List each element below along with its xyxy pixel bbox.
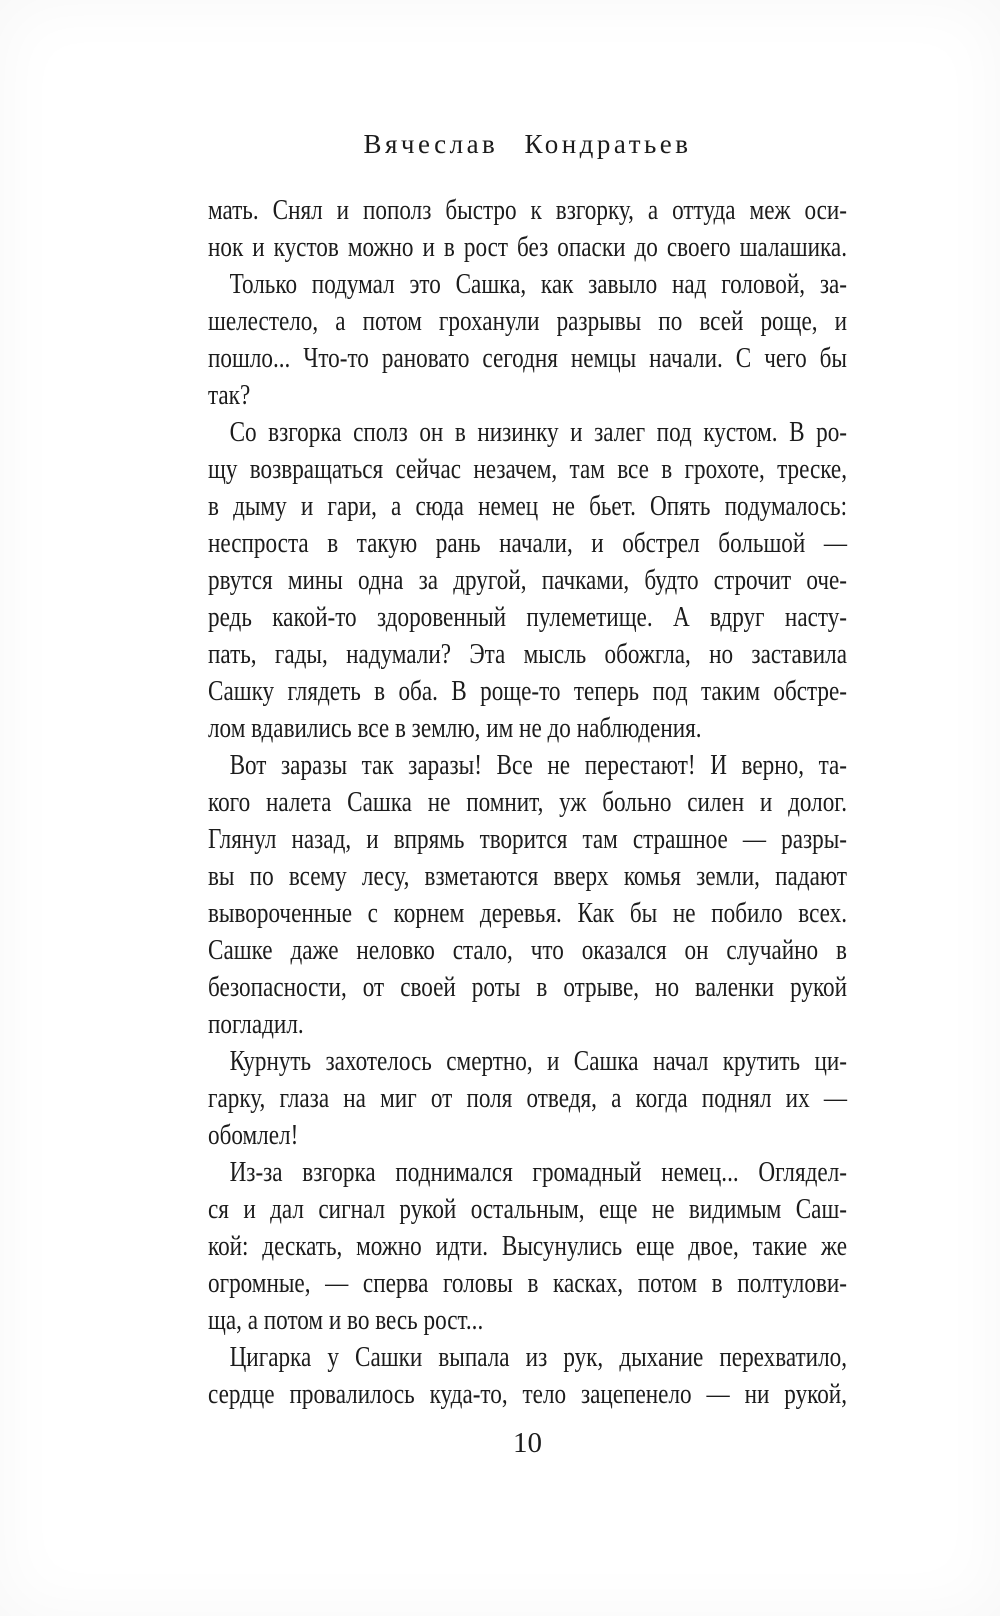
text-line-content: пать, гады, надумали? Эта мысль обожгла, но заставила bbox=[208, 638, 847, 670]
text-line-content: рвутся мины одна за другой, пачками, будто строчит оче- bbox=[208, 564, 847, 596]
text-line bbox=[208, 710, 847, 747]
text-line bbox=[208, 1080, 847, 1117]
text-line-content: кого налета Сашка не помнит, уж больно силен и долог. bbox=[208, 786, 847, 818]
text-line bbox=[208, 229, 847, 266]
text-line-content: Только подумал это Сашка, как завыло над головой, за- bbox=[229, 268, 847, 300]
text-line bbox=[208, 525, 847, 562]
text-line-content: кой: дескать, можно идти. Высунулись еще двое, такие же bbox=[208, 1230, 847, 1262]
text-line-content: огромные, — сперва головы в касках, потом в полтулови- bbox=[208, 1267, 847, 1299]
running-header: Вячеслав Кондратьев bbox=[363, 129, 692, 159]
text-line-content: Вот заразы так заразы! Все не перестают! И верно, та- bbox=[229, 749, 847, 781]
text-line bbox=[208, 1302, 847, 1339]
text-line bbox=[208, 858, 847, 895]
text-line bbox=[208, 414, 847, 451]
text-line-content: Глянул назад, и впрямь творится там страшное — разры- bbox=[208, 823, 847, 855]
text-line bbox=[208, 488, 847, 525]
text-line bbox=[208, 1154, 847, 1191]
text-line bbox=[208, 451, 847, 488]
text-line-content: пошло... Что-то рановато сегодня немцы начали. С чего бы bbox=[208, 342, 847, 374]
text-line bbox=[208, 377, 847, 414]
text-line bbox=[208, 562, 847, 599]
text-line bbox=[208, 599, 847, 636]
text-line bbox=[208, 673, 847, 710]
text-line bbox=[208, 1043, 847, 1080]
text-line bbox=[208, 1117, 847, 1154]
text-line-content: Сашке даже неловко стало, что оказался он случайно в bbox=[208, 934, 847, 966]
text-line bbox=[208, 1339, 847, 1376]
text-line bbox=[208, 192, 847, 229]
text-line bbox=[208, 266, 847, 303]
text-line-content: ся и дал сигнал рукой остальным, еще не видимым Саш- bbox=[208, 1193, 847, 1225]
text-line bbox=[208, 1265, 847, 1302]
text-line bbox=[208, 932, 847, 969]
text-line-content: нок и кустов можно и в рост без опаски до своего шалашика. bbox=[208, 231, 847, 263]
text-line-content: сердце провалилось куда-то, тело зацепенело — ни рукой, bbox=[208, 1378, 847, 1410]
text-line-content: Курнуть захотелось смертно, и Сашка начал крутить ци- bbox=[229, 1045, 847, 1077]
text-line bbox=[208, 747, 847, 784]
text-line-content: лом вдавились все в землю, им не до наблюдения. bbox=[208, 712, 702, 744]
text-line bbox=[208, 340, 847, 377]
text-line-content: обомлел! bbox=[208, 1119, 299, 1151]
text-line-content: Цигарка у Сашки выпала из рук, дыхание перехватило, bbox=[229, 1341, 847, 1373]
text-line bbox=[208, 969, 847, 1006]
text-line bbox=[208, 1191, 847, 1228]
text-line bbox=[208, 1376, 847, 1413]
text-line-content: безопасности, от своей роты в отрыве, но валенки рукой bbox=[208, 971, 847, 1003]
text-line bbox=[208, 1228, 847, 1265]
text-line-content: щу возвращаться сейчас незачем, там все в грохоте, треске, bbox=[208, 453, 847, 485]
text-line-content: редь какой-то здоровенный пулеметище. А вдруг насту- bbox=[208, 601, 847, 633]
text-line-content: погладил. bbox=[208, 1008, 304, 1040]
text-line bbox=[208, 784, 847, 821]
text-line bbox=[208, 636, 847, 673]
text-line-content: вывороченные с корнем деревья. Как бы не побило всех. bbox=[208, 897, 847, 929]
text-line bbox=[208, 303, 847, 340]
text-line bbox=[208, 895, 847, 932]
text-line bbox=[208, 1006, 847, 1043]
text-line bbox=[208, 821, 847, 858]
text-line-content: неспроста в такую рань начали, и обстрел большой — bbox=[208, 527, 847, 559]
text-line-content: шелестело, а потом гроханули разрывы по всей роще, и bbox=[208, 305, 847, 337]
text-line-content: Сашку глядеть в оба. В роще-то теперь под таким обстре- bbox=[208, 675, 847, 707]
text-line-content: мать. Снял и пополз быстро к взгорку, а оттуда меж оси- bbox=[208, 194, 847, 226]
text-line-content: Со взгорка сполз он в низинку и залег под кустом. В ро- bbox=[229, 416, 847, 448]
text-line-content: так? bbox=[208, 379, 251, 411]
text-line-content: ща, а потом и во весь рост... bbox=[208, 1304, 484, 1336]
body-text-block bbox=[208, 192, 847, 1413]
text-line-content: Из-за взгорка поднимался громадный немец... Оглядел- bbox=[229, 1156, 847, 1188]
text-line-content: в дыму и гари, а сюда немец не бьет. Опять подумалось: bbox=[208, 490, 847, 522]
text-line-content: вы по всему лесу, взметаются вверх комья земли, падают bbox=[208, 860, 847, 892]
text-line-content: гарку, глаза на миг от поля отведя, а когда поднял их — bbox=[208, 1082, 847, 1114]
page-number: 10 bbox=[513, 1427, 542, 1459]
